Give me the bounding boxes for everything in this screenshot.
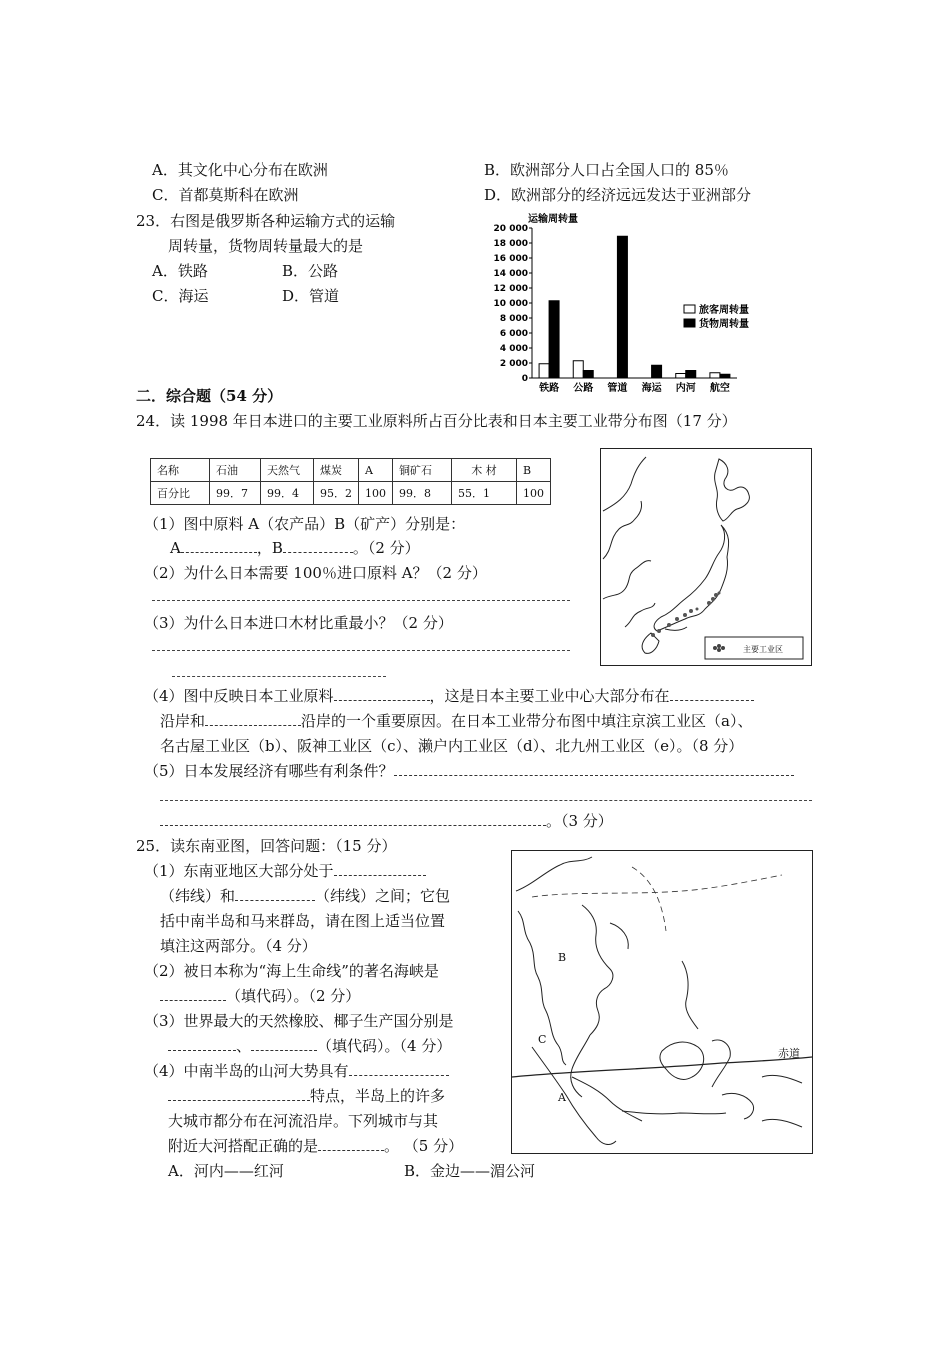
q25-part4-line2 [168, 1086, 445, 1106]
chart-title: 运输周转量 [528, 214, 578, 225]
y-tick-label: 20 000 [493, 224, 528, 234]
table-cell: A [359, 459, 393, 482]
chart-legend [684, 303, 749, 330]
table-cell: 名称 [151, 459, 210, 482]
answer-blank[interactable] [334, 861, 426, 876]
answer-blank[interactable] [670, 686, 754, 701]
text: 沿岸的一个重要原因。在日本工业带分布图中填注京滨工业区（a）、 [301, 712, 753, 730]
bar-freight [720, 374, 730, 378]
bar-freight [686, 371, 696, 379]
x-tick-label: 管道 [607, 383, 628, 394]
table-cell: 100 [517, 482, 551, 505]
table-cell: 95．2 [314, 482, 359, 505]
text: （纬线）和 [160, 887, 236, 905]
answer-blank[interactable] [168, 1086, 310, 1101]
bar-freight [583, 371, 593, 379]
q25-intro: 25．读东南亚图，回答问题：（15 分） [136, 837, 397, 855]
answer-blank[interactable] [168, 1036, 236, 1051]
table-cell: 石油 [210, 459, 261, 482]
table-cell: 99．8 [393, 482, 452, 505]
x-tick-label: 铁路 [539, 383, 560, 394]
q24-intro: 24．读 1998 年日本进口的主要工业原料所占百分比表和日本主要工业带分布图（17 分） [136, 412, 737, 430]
q23-option-b: B．公路 [282, 262, 339, 280]
text: （纬线）之间；它包 [315, 887, 451, 905]
text: （5）日本发展经济有哪些有利条件？ [144, 762, 394, 780]
y-tick-label: 6 000 [499, 329, 528, 339]
q23-stem-line2: 周转量，货物周转量最大的是 [168, 237, 364, 255]
q25-part1-line3: 括中南半岛和马来群岛，请在图上适当位置 [160, 912, 446, 930]
q24-part1-blanks [170, 538, 420, 558]
map-label-c: C [538, 1033, 547, 1046]
q23-option-d: D．管道 [282, 287, 340, 305]
x-tick-label: 航空 [709, 383, 730, 394]
q25-part2-line1: （2）被日本称为“海上生命线”的著名海峡是 [144, 962, 439, 980]
transport-volume-chart [488, 208, 778, 394]
q25-part3-line2 [168, 1036, 451, 1056]
answer-line[interactable] [152, 600, 570, 601]
text: 特点，半岛上的许多 [310, 1087, 446, 1105]
text: （填代码）。（4 分） [317, 1037, 452, 1055]
y-tick-label: 16 000 [493, 254, 528, 264]
text: （1）东南亚地区大部分处于 [144, 862, 334, 880]
q25-part4-line4 [168, 1136, 463, 1156]
q25-option-a: A．河内——红河 [168, 1162, 284, 1180]
map-label-b: B [558, 951, 567, 964]
import-table [150, 458, 551, 505]
y-tick-label: 0 [521, 374, 528, 384]
q24-part5-line3 [160, 811, 613, 831]
legend-swatch [684, 319, 695, 327]
bar-freight [652, 365, 662, 378]
score-note: 。（3 分） [546, 812, 613, 830]
label-a: A [170, 539, 181, 557]
text: （4）图中反映日本工业原料 [144, 687, 334, 705]
legend-label: 货物周转量 [699, 319, 749, 330]
answer-blank[interactable] [235, 886, 315, 901]
text: 。 （5 分） [384, 1137, 464, 1155]
table-cell: 55．1 [452, 482, 517, 505]
legend-label: 旅客周转量 [699, 305, 749, 316]
map-label-equator: 赤道 [778, 1047, 800, 1060]
answer-blank[interactable] [251, 1036, 317, 1051]
answer-blank[interactable] [349, 1061, 449, 1076]
bar-freight [617, 236, 627, 378]
q24-part3: （3）为什么日本进口木材比重最小？（2 分） [144, 614, 453, 632]
legend-swatch [684, 305, 695, 313]
table-cell: 百分比 [151, 482, 210, 505]
answer-blank[interactable] [318, 1136, 384, 1151]
table-cell: 99．4 [261, 482, 314, 505]
bar-passenger [539, 364, 549, 378]
q25-part1-line4: 填注这两部分。（4 分） [160, 937, 317, 955]
map-label-a: A [558, 1091, 566, 1104]
table-cell: 100 [359, 482, 393, 505]
japan-industrial-map [600, 448, 812, 666]
section-heading: 二．综合题（54 分） [136, 387, 283, 405]
import-table-value-row [151, 482, 551, 505]
q24-part4-line2 [160, 711, 752, 731]
q24-part1: （1）图中原料 A（农产品）B（矿产）分别是： [144, 515, 466, 533]
q24-part4-line1 [144, 686, 754, 706]
answer-line[interactable] [152, 650, 570, 651]
y-tick-label: 18 000 [493, 239, 528, 249]
table-cell: 铜矿石 [393, 459, 452, 482]
q25-part3-line1: （3）世界最大的天然橡胶、椰子生产国分别是 [144, 1012, 454, 1030]
text: ，这是日本主要工业中心大部分布在 [429, 687, 670, 705]
q22-option-c: C．首都莫斯科在欧洲 [152, 186, 299, 204]
y-tick-label: 8 000 [499, 314, 528, 324]
x-tick-label: 公路 [573, 383, 594, 394]
q23-option-a: A．铁路 [152, 262, 208, 280]
x-tick-label: 内河 [675, 383, 696, 394]
q25-part4-line1 [144, 1061, 449, 1081]
q22-option-d: D．欧洲部分的经济远远发达于亚洲部分 [484, 186, 752, 204]
q22-option-a: A．其文化中心分布在欧洲 [152, 161, 328, 179]
q24-part4-line3: 名古屋工业区（b）、阪神工业区（c）、濑户内工业区（d）、北九州工业区（e）。（8 分） [160, 737, 744, 755]
x-tick-label: 海运 [641, 383, 662, 394]
y-tick-label: 10 000 [493, 299, 528, 309]
y-tick-label: 4 000 [499, 344, 528, 354]
table-cell: B [517, 459, 551, 482]
q25-option-b: B．金边——湄公河 [404, 1162, 536, 1180]
answer-blank[interactable] [394, 761, 794, 776]
answer-blank[interactable] [334, 686, 430, 701]
score-note: 。（2 分） [352, 539, 420, 557]
answer-blank-a[interactable] [181, 538, 257, 553]
table-cell: 煤炭 [314, 459, 359, 482]
japan-map-drawing [601, 449, 811, 665]
text: 、 [236, 1037, 252, 1055]
label-b: ，B [256, 539, 283, 557]
table-cell: 99．7 [210, 482, 261, 505]
answer-blank[interactable] [160, 986, 226, 1001]
import-table-header-row [151, 459, 551, 482]
q23-stem-line1: 23．右图是俄罗斯各种运输方式的运输 [136, 212, 396, 230]
answer-line[interactable] [172, 676, 386, 677]
answer-line[interactable] [160, 800, 812, 801]
q25-part1-line2 [160, 886, 450, 906]
text: 沿岸和 [160, 712, 206, 730]
q23-option-c: C．海运 [152, 287, 209, 305]
answer-blank[interactable] [205, 711, 301, 726]
table-cell: 木 材 [452, 459, 517, 482]
bar-passenger [573, 361, 583, 378]
text: 附近大河搭配正确的是 [168, 1137, 319, 1155]
q25-part1-line1 [144, 861, 426, 881]
q25-part2-line2 [160, 986, 360, 1006]
y-tick-label: 14 000 [493, 269, 528, 279]
text: （填代码）。（2 分） [226, 987, 361, 1005]
y-tick-label: 2 000 [499, 359, 528, 369]
y-tick-label: 12 000 [493, 284, 528, 294]
bar-freight [549, 301, 559, 378]
q24-part5-line1 [144, 761, 794, 781]
southeast-asia-map [511, 850, 813, 1154]
map-legend-label: 主要工业区 [743, 645, 783, 654]
q22-option-b: B．欧洲部分人口占全国人口的 85％ [484, 161, 729, 179]
bar-passenger [710, 373, 720, 378]
bar-passenger [676, 374, 686, 379]
answer-blank-b[interactable] [283, 538, 353, 553]
text: （4）中南半岛的山河大势具有 [144, 1062, 349, 1080]
southeast-asia-map-drawing [512, 851, 812, 1153]
q24-part2: （2）为什么日本需要 100％进口原料 A？（2 分） [144, 564, 487, 582]
q25-part4-line3: 大城市都分布在河流沿岸。下列城市与其 [168, 1112, 439, 1130]
table-cell: 天然气 [261, 459, 314, 482]
answer-blank[interactable] [160, 811, 546, 826]
